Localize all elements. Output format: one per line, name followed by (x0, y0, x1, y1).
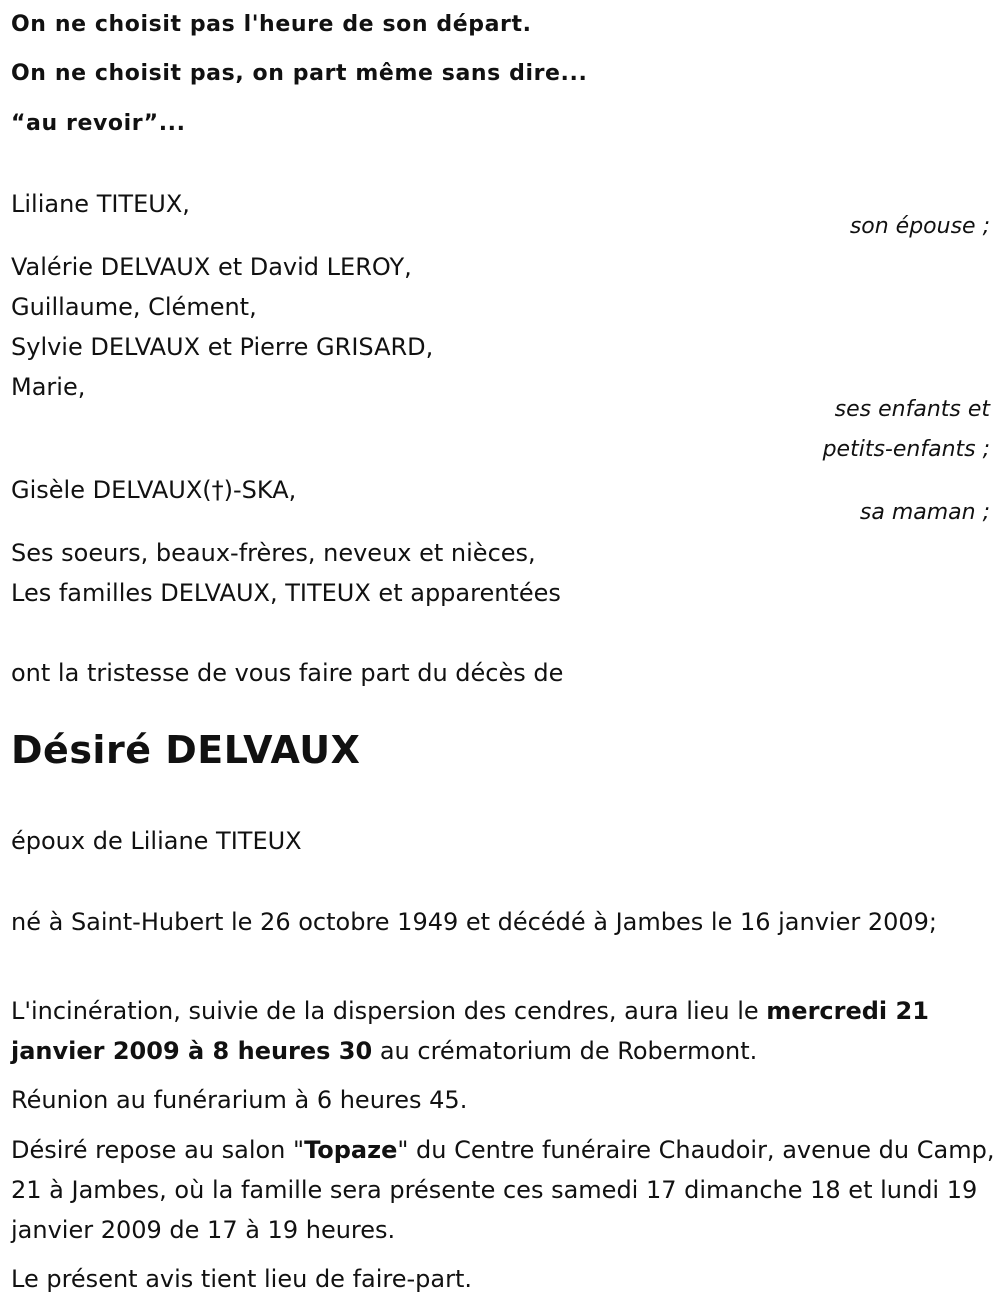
child-line-3: Sylvie DELVAUX et Pierre GRISARD, (11, 333, 434, 361)
birth-death: né à Saint-Hubert le 26 octobre 1949 et décédé à Jambes le 16 janvier 2009; (11, 908, 938, 936)
spouse-of: époux de Liliane TITEUX (11, 827, 302, 855)
children-role-1: ses enfants et (834, 397, 990, 422)
announcement: ont la tristesse de vous faire part du décès de (11, 659, 564, 687)
viewing-text-pre: Désiré repose au salon " (11, 1136, 305, 1164)
spouse-role: son épouse ; (849, 214, 990, 239)
viewing-text-post: " du Centre funéraire Chaudoir, avenue du Camp, 21 à Jambes, où la famille sera présente ces samedi 17 dimanche 18 et lundi 19 janvier 2009 de 17 à 19 heures. (11, 1136, 995, 1244)
cremation-text-post: au crématorium de Robermont. (372, 1037, 758, 1065)
cremation-paragraph (11, 991, 996, 1071)
notice: Le présent avis tient lieu de faire-part. (11, 1265, 473, 1293)
cremation-text-pre: L'incinération, suivie de la dispersion des cendres, aura lieu le (11, 997, 767, 1025)
child-line-4: Marie, (11, 373, 86, 401)
cremation-date: mercredi 21 janvier 2009 à 8 heures 30 (11, 997, 929, 1065)
poem-line-3: “au revoir”... (11, 111, 186, 136)
viewing-paragraph (11, 1130, 996, 1250)
mother-role: sa maman ; (859, 500, 990, 525)
poem-line-2: On ne choisit pas, on part même sans dire... (11, 61, 588, 86)
children-role-2: petits-enfants ; (822, 437, 990, 462)
poem-line-1: On ne choisit pas l'heure de son départ. (11, 12, 532, 37)
salon-name: Topaze (304, 1136, 398, 1164)
deceased-name: Désiré DELVAUX (11, 728, 361, 772)
meeting: Réunion au funérarium à 6 heures 45. (11, 1086, 468, 1114)
mother-line: Gisèle DELVAUX(†)-SKA, (11, 476, 297, 504)
spouse-line: Liliane TITEUX, (11, 190, 190, 218)
child-line-2: Guillaume, Clément, (11, 293, 257, 321)
others-line-1: Ses soeurs, beaux-frères, neveux et nièces, (11, 539, 536, 567)
others-line-2: Les familles DELVAUX, TITEUX et apparentées (11, 579, 561, 607)
child-line-1: Valérie DELVAUX et David LEROY, (11, 253, 412, 281)
